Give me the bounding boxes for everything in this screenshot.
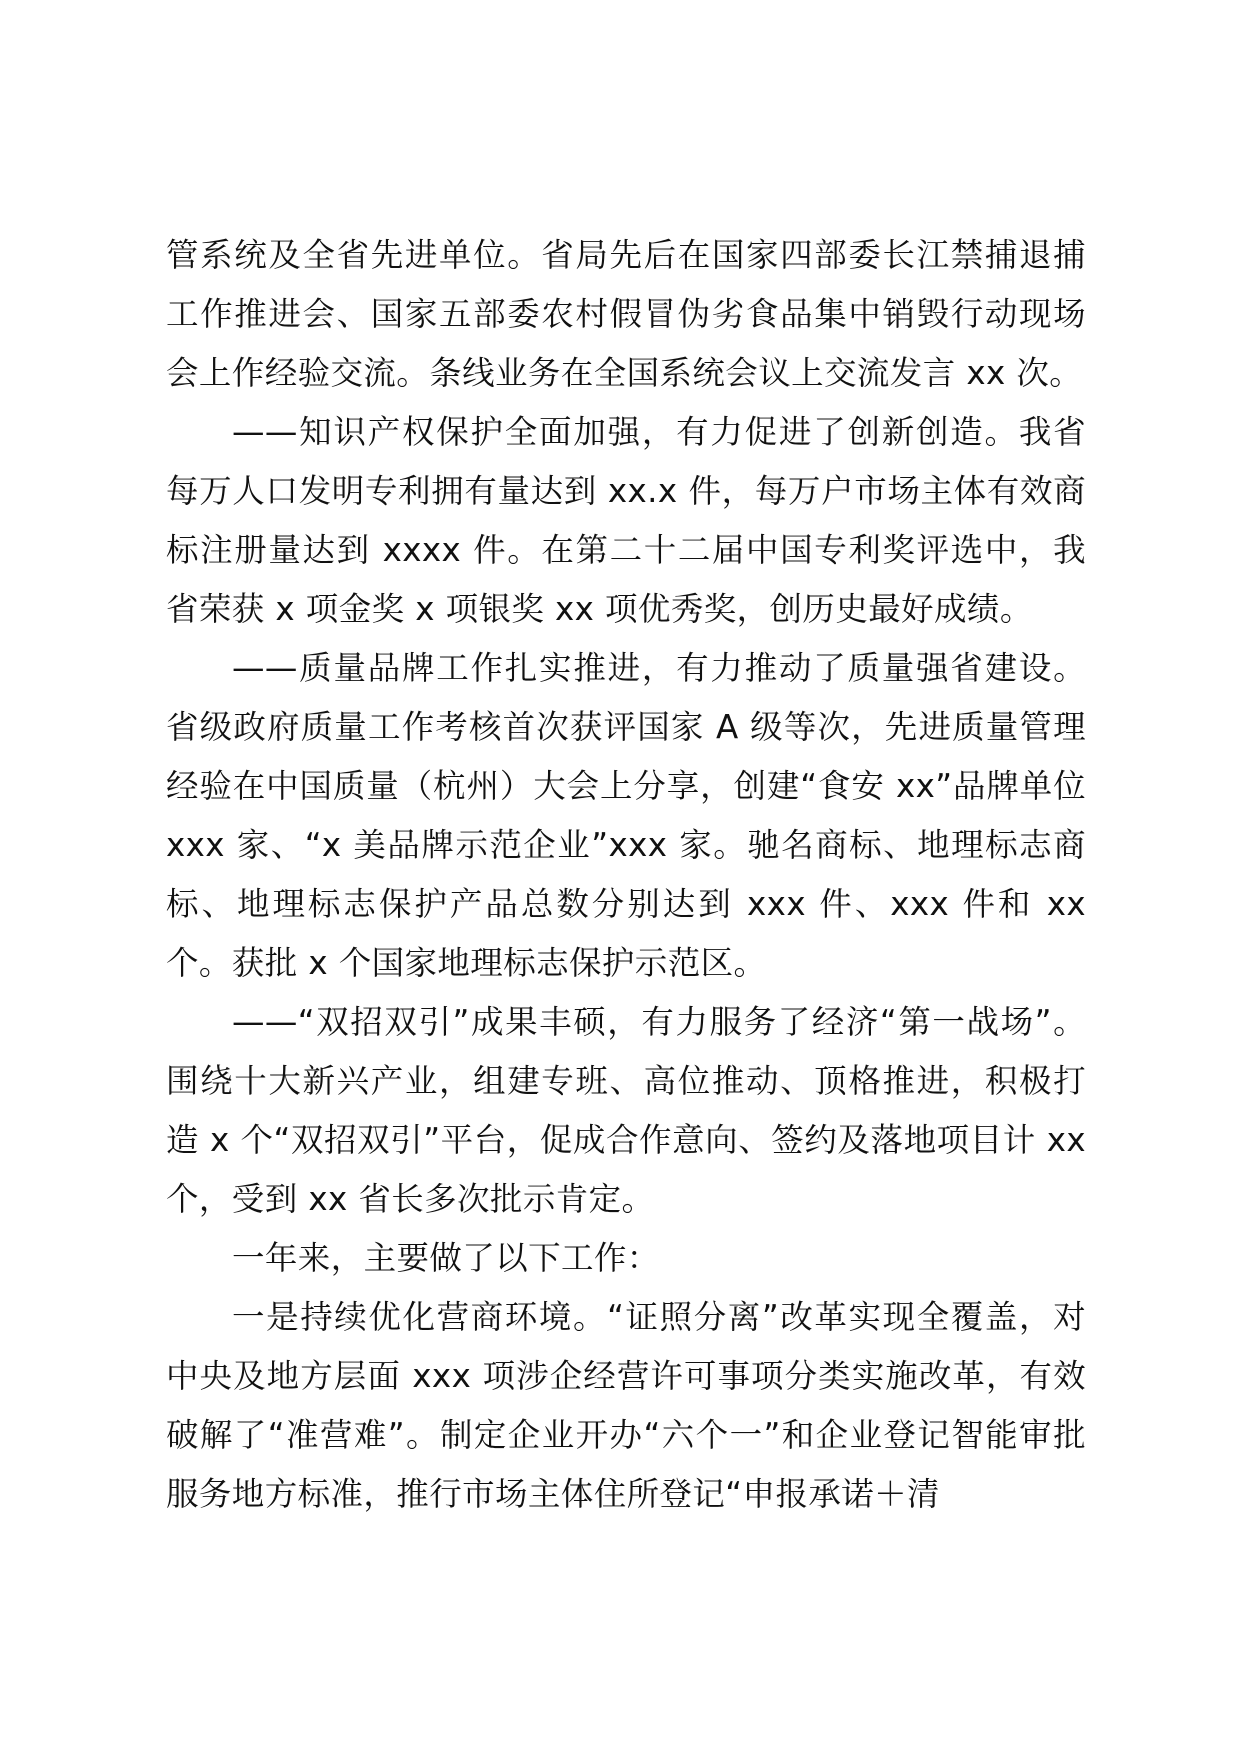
paragraph-4: ——“双招双引”成果丰硕，有力服务了经济“第一战场”。围绕十大新兴产业，组建专班、高位推动、顶格推进，积极打造 x 个“双招双引”平台，促成合作意向、签约及落地项目计 xx 个，受到 xx 省长多次批示肯定。	[166, 1003, 1086, 1218]
paragraph-3: ——质量品牌工作扎实推进，有力推动了质量强省建设。省级政府质量工作考核首次获评国家 A 级等次，先进质量管理经验在中国质量（杭州）大会上分享，创建“食安 xx”品牌单位 xxx 家、“x 美品牌示范企业”xxx 家。驰名商标、地理标志商标、地理标志保护产品总数分别达到 xxx 件、xxx 件和 xx 个。获批 x 个国家地理标志保护示范区。	[166, 649, 1086, 982]
paragraph-1: 管系统及全省先进单位。省局先后在国家四部委长江禁捕退捕工作推进会、国家五部委农村假冒伪劣食品集中销毁行动现场会上作经验交流。条线业务在全国系统会议上交流发言 xx 次。	[166, 236, 1086, 392]
paragraph-2: ——知识产权保护全面加强，有力促进了创新创造。我省每万人口发明专利拥有量达到 xx.x 件，每万户市场主体有效商标注册量达到 xxxx 件。在第二十二届中国专利奖评选中，我省荣获 x 项金奖 x 项银奖 xx 项优秀奖，创历史最好成绩。	[166, 413, 1086, 628]
paragraph-6: 一是持续优化营商环境。“证照分离”改革实现全覆盖，对中央及地方层面 xxx 项涉企经营许可事项分类实施改革，有效破解了“准营难”。制定企业开办“六个一”和企业登记智能审批服务地方标准，推行市场主体住所登记“申报承诺＋清	[166, 1298, 1086, 1513]
document-body	[166, 226, 1086, 1524]
paragraph-5: 一年来，主要做了以下工作：	[232, 1239, 660, 1277]
